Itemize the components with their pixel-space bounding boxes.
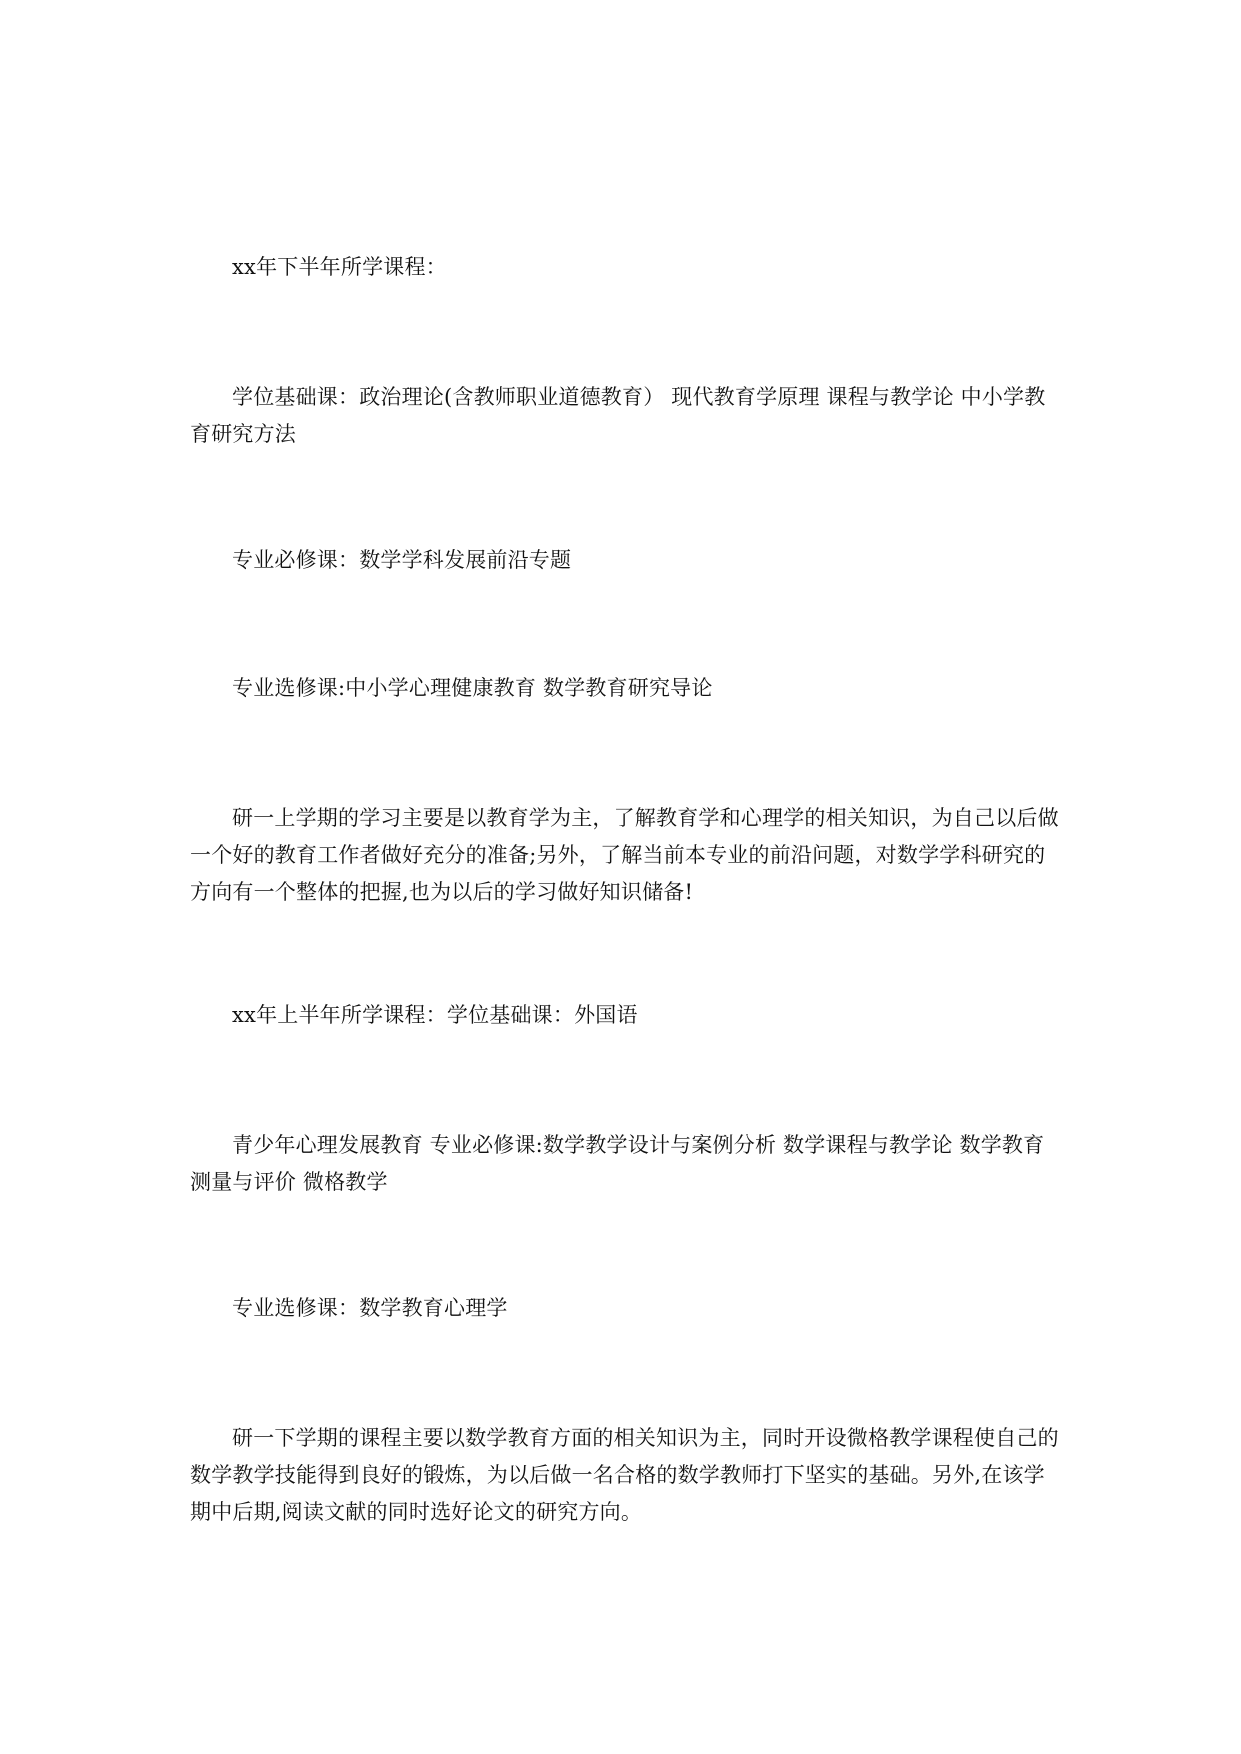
paragraph-major-required-courses: 专业必修课：数学学科发展前沿专题 <box>232 548 572 572</box>
paragraph-semester-2-courses-heading: xx年上半年所学课程：学位基础课：外国语 <box>232 1003 638 1027</box>
paragraph-semester-2-required-courses: 青少年心理发展教育 专业必修课:数学教学设计与案例分析 数学课程与教学论 数学教育测量与评价 微格教学 <box>190 1133 1045 1194</box>
paragraph-semester-1-courses-heading: xx年下半年所学课程： <box>232 255 447 279</box>
paragraph-major-elective-courses: 专业选修课:中小学心理健康教育 数学教育研究导论 <box>232 676 713 700</box>
paragraph-degree-foundation-courses: 学位基础课：政治理论(含教师职业道德教育） 现代教育学原理 课程与教学论 中小学教育研究方法 <box>190 385 1046 446</box>
paragraph-semester-1-summary: 研一上学期的学习主要是以教育学为主，了解教育学和心理学的相关知识，为自己以后做一个好的教育工作者做好充分的准备;另外，了解当前本专业的前沿问题，对数学学科研究的方向有一个整体的把握,也为以后的学习做好知识储备! <box>190 806 1059 904</box>
paragraph-semester-2-elective-courses: 专业选修课：数学教育心理学 <box>232 1296 508 1320</box>
paragraph-semester-2-summary: 研一下学期的课程主要以数学教育方面的相关知识为主，同时开设微格教学课程使自己的数学教学技能得到良好的锻炼，为以后做一名合格的数学教师打下坚实的基础。另外,在该学期中后期,阅读文献的同时选好论文的研究方向。 <box>190 1426 1059 1524</box>
